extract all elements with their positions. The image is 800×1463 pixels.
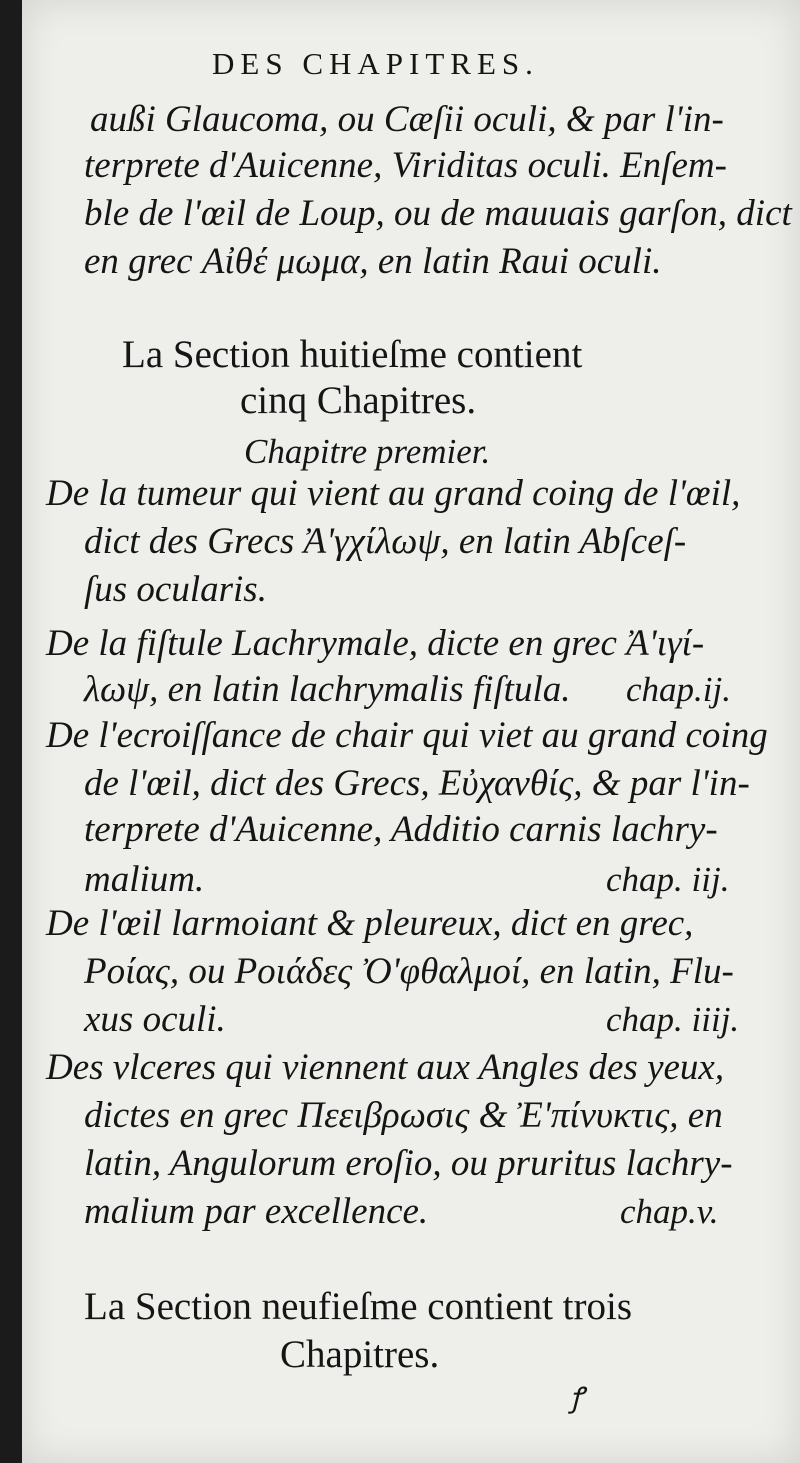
section-heading: cinq Chapitres. [240, 379, 477, 422]
chapter-subheading: Chapitre premier. [244, 432, 491, 471]
chapter-number: chap. iij. [606, 860, 730, 899]
entry-line: Ροίας, ou Ροιάδες Ὀ'φθαλμοί, en latin, Flu- [84, 951, 734, 992]
chapter-number: chap.ij. [626, 670, 731, 709]
chapter-number: chap. iiij. [606, 1000, 740, 1039]
entry-line: malium. [84, 859, 205, 900]
entry-line: De la tumeur qui vient au grand coing de l'œil, [46, 473, 741, 514]
entry-line: De l'ecroiſſance de chair qui viet au grand coing [46, 715, 768, 756]
entry-line: dict des Grecs Ἀ'γχίλωψ, en latin Abſceſ- [84, 521, 687, 562]
intro-line: terprete d'Auicenne, Viriditas oculi. Enſem- [84, 145, 727, 186]
entry-line: xus oculi. [84, 999, 226, 1040]
catchword: ꝭ [570, 1383, 584, 1414]
intro-line: außi Glaucoma, ou Cæſii oculi, & par l'in- [90, 99, 724, 140]
chapter-number: chap.v. [620, 1192, 719, 1231]
running-head: DES CHAPITRES. [212, 46, 539, 81]
section-heading: La Section neufieſme contient trois [84, 1285, 632, 1328]
entry-line: de l'œil, dict des Grecs, Εὐχανθίς, & par l'in- [84, 763, 750, 804]
intro-line: ble de l'œil de Loup, ou de mauuais garſon, dict [84, 193, 792, 234]
entry-line: De l'œil larmoiant & pleureux, dict en grec, [46, 903, 694, 944]
section-heading: La Section huitieſme contient [122, 333, 583, 376]
entry-line: latin, Angulorum eroſio, ou pruritus lachry- [84, 1143, 733, 1184]
entry-line: malium par excellence. [84, 1191, 429, 1232]
entry-line: De la fiſtule Lachrymale, dicte en grec Ἀ'ιγί- [46, 623, 705, 664]
intro-line: en grec Αἰθέ μωμα, en latin Raui oculi. [84, 241, 662, 282]
entry-line: dictes en grec Πεειβρωσις & Ἐ'πίνυκτις, en [84, 1095, 723, 1136]
book-page [22, 0, 800, 1463]
entry-line: λωψ, en latin lachrymalis fiſtula. [84, 669, 571, 710]
entry-line: Des vlceres qui viennent aux Angles des yeux, [46, 1047, 725, 1088]
entry-line: ſus ocularis. [84, 569, 267, 610]
section-heading: Chapitres. [280, 1333, 440, 1376]
entry-line: terprete d'Auicenne, Additio carnis lachry- [84, 809, 718, 850]
